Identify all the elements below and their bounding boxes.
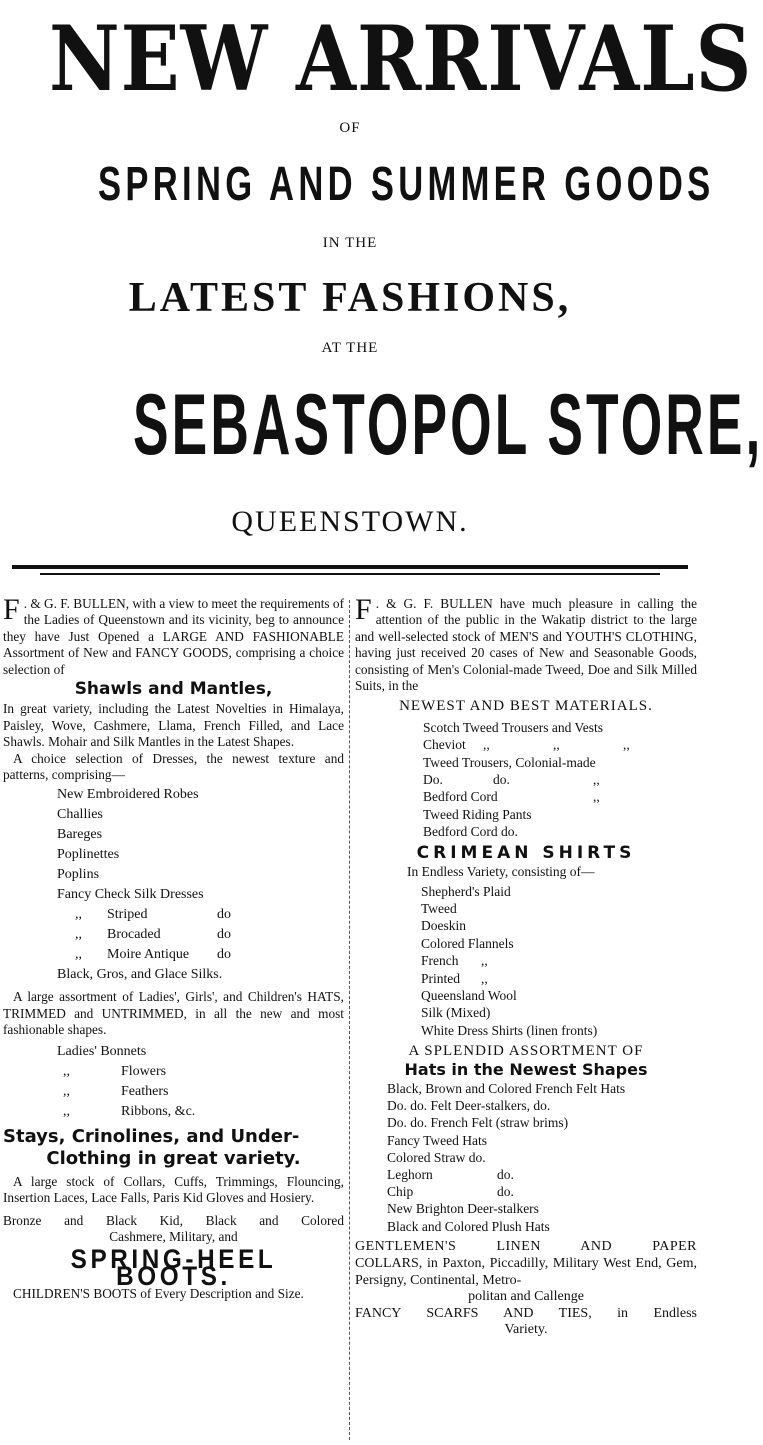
materials-heading: NEWEST AND BEST MATERIALS. — [399, 698, 653, 715]
list-item — [423, 719, 697, 736]
bonnet-name: Ribbons, &c. — [121, 1103, 196, 1119]
ditto-mark: ,, — [593, 789, 600, 805]
list-item — [421, 970, 697, 987]
dress-variants — [3, 905, 344, 965]
shirts-list — [355, 883, 697, 1040]
ditto-mark: ,, — [623, 737, 630, 753]
left-dropcap: F — [3, 593, 20, 626]
materials-list — [355, 719, 697, 841]
hat-name: Black and Colored Plush Hats — [387, 1218, 550, 1234]
hats-list — [355, 1080, 697, 1235]
list-item — [421, 935, 697, 952]
ditto-mark: ,, — [63, 1083, 70, 1099]
kid-line-2: Cashmere, Military, and — [109, 1228, 238, 1244]
splendid-heading: A SPLENDID ASSORTMENT OF — [408, 1043, 644, 1060]
hat-name: Leghorn — [387, 1166, 433, 1182]
hat-name: Fancy Tweed Hats — [387, 1132, 488, 1148]
material-name: Bedford Cord — [423, 789, 498, 805]
hat-name: New Brighton Deer-stalkers — [387, 1201, 539, 1217]
variant-ditto: do — [217, 907, 231, 923]
ditto-mark: ,, — [63, 1103, 70, 1119]
right-intro-text: . & G. F. BULLEN have much pleasure in calling the attention of the public in the Wakatip district to the large and well-selected stock of MEN'S and YOUTH'S CLOTHING, having just received 20 cases of New and Seasonable Goods, consisting of Men's Colonial-made Tweed, Doe and Silk Milled Suits, in the — [355, 596, 697, 694]
hats-heading: Hats in the Newest Shapes — [404, 1059, 648, 1079]
right-column — [355, 593, 697, 1338]
shirt-name: Printed — [421, 970, 460, 986]
headline-queenstown: QUEENSTOWN. — [231, 505, 469, 538]
list-item — [423, 806, 697, 823]
scarfs-end: Variety. — [504, 1322, 548, 1338]
ditto-mark: ,, — [483, 737, 490, 753]
dresses-text: A choice selection of Dresses, the newest texture and patterns, comprising— — [3, 750, 344, 783]
shirt-name: Silk (Mixed) — [421, 1005, 491, 1021]
variant-name: Striped — [107, 907, 148, 923]
material-name: Cheviot — [423, 737, 466, 753]
right-dropcap: F — [355, 593, 372, 626]
bonnet-name: Feathers — [121, 1083, 169, 1099]
shirt-name: Colored Flannels — [421, 935, 514, 951]
collars-text: COLLARS, in Paxton, Piccadilly, Military West End, Gem, Persigny, Continental, Metro- — [355, 1256, 697, 1289]
boots-heading: SPRING-HEEL BOOTS. — [70, 1244, 277, 1291]
list-item — [421, 900, 697, 917]
list-item — [421, 952, 697, 969]
scarfs-text: FANCY SCARFS AND TIES, in Endless — [355, 1305, 697, 1321]
list-item: Challies — [57, 807, 103, 823]
ditto-mark: ,, — [75, 947, 82, 963]
material-name: Bedford Cord do. — [423, 824, 518, 840]
list-item — [387, 1218, 697, 1235]
list-item — [423, 788, 697, 805]
dresses-list — [3, 785, 344, 905]
list-item — [421, 1022, 697, 1039]
list-item — [75, 945, 344, 965]
list-item — [387, 1080, 697, 1097]
variant-name: Brocaded — [107, 927, 161, 943]
headline-new-arrivals: NEW ARRIVALS — [49, 6, 753, 112]
ditto-mark: ,, — [553, 737, 560, 753]
divider-thick — [12, 565, 688, 569]
shirt-name: Tweed — [421, 900, 457, 916]
variant-ditto: do — [217, 927, 231, 943]
shirt-name: Doeskin — [421, 918, 466, 934]
hat-name: Chip — [387, 1184, 414, 1200]
ditto-mark: do. — [493, 772, 510, 788]
list-item — [421, 1004, 697, 1021]
shawls-text: In great variety, including the Latest Novelties in Himalaya, Paisley, Wove, Cashmere, Llama, French Filled, and Lace Shawls. Mohair and Silk Mantles in the Latest Shapes. — [3, 701, 344, 750]
left-column — [3, 593, 344, 1303]
list-item — [75, 905, 344, 925]
list-item — [387, 1200, 697, 1217]
divider-thin — [40, 573, 660, 575]
black-silks: Black, Gros, and Glace Silks. — [57, 967, 223, 983]
hat-name: Do. do. Felt Deer-stalkers, do. — [387, 1098, 551, 1114]
material-name: Tweed Riding Pants — [423, 806, 532, 822]
list-item — [57, 1062, 344, 1082]
list-item — [387, 1132, 697, 1149]
ditto-mark: ,, — [593, 772, 600, 788]
stays-line-1: Stays, Crinolines, and Under- — [3, 1125, 300, 1147]
list-item — [423, 771, 697, 788]
list-item — [423, 754, 697, 771]
bonnet-name: Flowers — [121, 1063, 167, 1079]
column-divider — [349, 600, 350, 1440]
headline-sebastopol-store: SEBASTOPOL STORE, — [133, 377, 763, 473]
shirt-name: French — [421, 953, 459, 969]
list-item — [421, 883, 697, 900]
list-item — [423, 736, 697, 753]
list-item — [57, 1102, 344, 1122]
children-boots: CHILDREN'S BOOTS of Every Description and Size. — [13, 1286, 304, 1302]
shirt-name: Shepherd's Plaid — [421, 883, 511, 899]
list-item — [387, 1097, 697, 1114]
list-item: New Embroidered Robes — [57, 787, 199, 803]
list-item — [387, 1149, 697, 1166]
hat-name: Black, Brown and Colored French Felt Hats — [387, 1080, 626, 1096]
list-item: Ladies' Bonnets — [57, 1043, 147, 1059]
hat-ditto: do. — [497, 1166, 514, 1182]
right-intro — [355, 593, 697, 694]
crimean-sub: In Endless Variety, consisting of— — [407, 864, 595, 880]
ditto-mark: ,, — [481, 970, 488, 986]
hat-ditto: do. — [497, 1184, 514, 1200]
material-name: Do. — [423, 772, 443, 788]
ditto-mark: ,, — [75, 907, 82, 923]
hat-name: Colored Straw do. — [387, 1149, 486, 1165]
ditto-mark: ,, — [63, 1063, 70, 1079]
list-item — [387, 1166, 697, 1183]
list-item — [421, 987, 697, 1004]
left-intro-text: . & G. F. BULLEN, with a view to meet the requirements of the Ladies of Queenstown and its vicinity, beg to announce they have Just Opened a LARGE AND FASHIONABLE Assortment of New and FANCY GOODS, comprising a choice selection of — [3, 596, 344, 677]
headline-latest-fashions: LATEST FASHIONS, — [128, 275, 572, 321]
list-item: Poplinettes — [57, 847, 120, 863]
list-item: Poplins — [57, 867, 100, 883]
ditto-mark: ,, — [481, 953, 488, 969]
hats-text: A large assortment of Ladies', Girls', and Children's HATS, TRIMMED and UNTRIMMED, in all the new and most fashionable shapes. — [3, 989, 344, 1038]
shawls-heading: Shawls and Mantles, — [74, 679, 273, 700]
word-in-the: IN THE — [322, 235, 378, 251]
list-item: Fancy Check Silk Dresses — [57, 887, 204, 903]
list-item — [387, 1114, 697, 1131]
shirt-name: White Dress Shirts (linen fronts) — [421, 1022, 598, 1038]
collars-end: politan and Callenge — [468, 1289, 584, 1305]
list-item — [423, 823, 697, 840]
word-of: OF — [339, 120, 361, 136]
crimean-heading: CRIMEAN SHIRTS — [416, 842, 636, 863]
list-item — [387, 1183, 697, 1200]
material-name: Tweed Trousers, Colonial-made — [423, 754, 596, 770]
list-item — [421, 917, 697, 934]
variant-name: Moire Antique — [107, 947, 190, 963]
stays-line-2: Clothing in great variety. — [46, 1147, 301, 1169]
bonnets-list — [3, 1042, 344, 1122]
ditto-mark: ,, — [75, 927, 82, 943]
list-item — [75, 925, 344, 945]
shirt-name: Queensland Wool — [421, 987, 517, 1003]
material-name: Scotch Tweed Trousers and Vests — [423, 719, 604, 735]
collars-line-1: GENTLEMEN'S LINEN AND PAPER — [355, 1238, 697, 1254]
kid-line-1: Bronze and Black Kid, Black and Colored — [3, 1212, 344, 1228]
word-at-the: AT THE — [321, 340, 379, 356]
left-intro — [3, 593, 344, 678]
collars-text: A large stock of Collars, Cuffs, Trimmings, Flouncing, Insertion Laces, Lace Falls, Paris Kid Gloves and Hosiery. — [3, 1173, 344, 1206]
headline-spring-summer: SPRING AND SUMMER GOODS — [97, 158, 715, 211]
variant-ditto: do — [217, 947, 231, 963]
list-item: Bareges — [57, 827, 103, 843]
hat-name: Do. do. French Felt (straw brims) — [387, 1115, 569, 1131]
list-item — [57, 1082, 344, 1102]
